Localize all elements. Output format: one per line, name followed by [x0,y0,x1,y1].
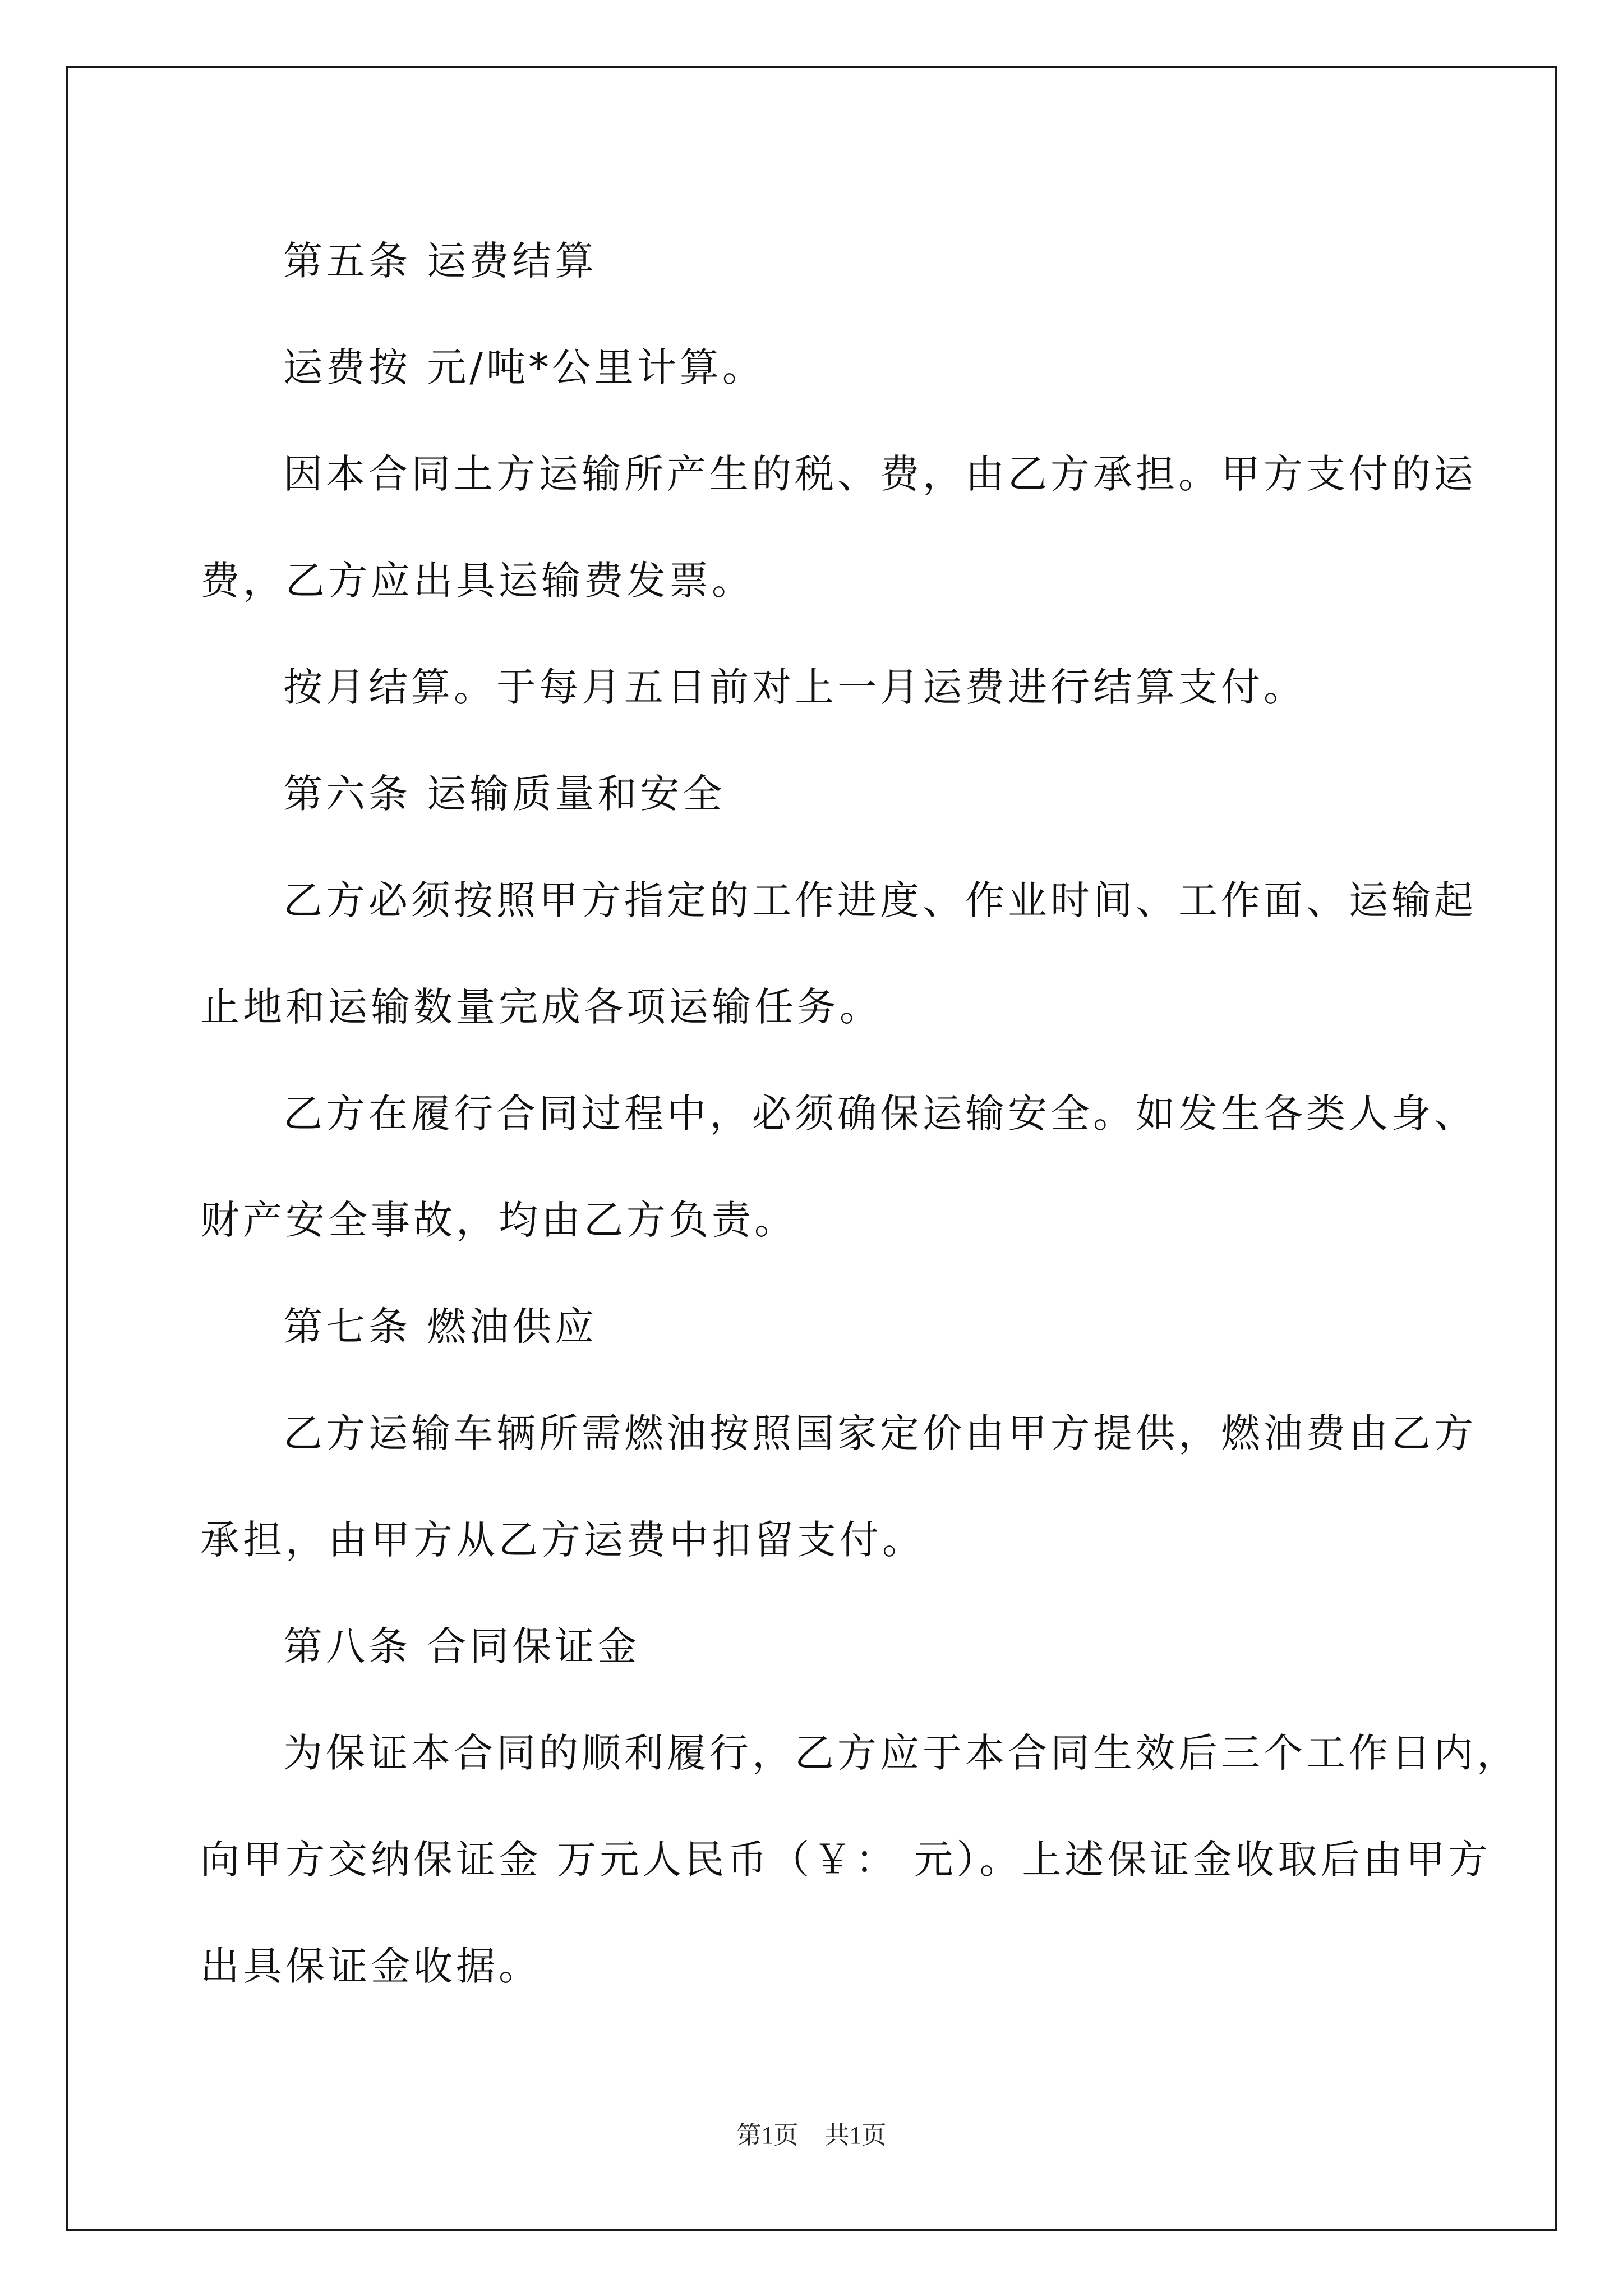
line-2: 运费按 元/吨*公里计算。 [283,344,765,390]
line-4: 费，乙方应出具运输费发票。 [200,558,754,604]
line-15: 为保证本合同的顺利履行，乙方应于本合同生效后三个工作日内， [283,1730,1519,1776]
line-1: 第五条 运费结算 [283,238,598,284]
line-13: 承担，由甲方从乙方运费中扣留支付。 [200,1517,925,1563]
line-3: 因本合同土方运输所产生的税、费，由乙方承担。甲方支付的运 [283,451,1477,497]
line-12: 乙方运输车辆所需燃油按照国家定价由甲方提供，燃油费由乙方 [283,1410,1477,1456]
line-14: 第八条 合同保证金 [283,1623,640,1669]
line-9: 乙方在履行合同过程中，必须确保运输安全。如发生各类人身、 [283,1091,1477,1137]
line-8: 止地和运输数量完成各项运输任务。 [200,984,882,1030]
page-number: 第1页 [736,2122,799,2149]
line-10: 财产安全事故，均由乙方负责。 [200,1197,797,1243]
line-17: 出具保证金收据。 [200,1943,541,1989]
line-16: 向甲方交纳保证金 万元人民币（￥： 元）。上述保证金收取后由甲方 [200,1837,1491,1883]
line-5: 按月结算。于每月五日前对上一月运费进行结算支付。 [283,664,1306,710]
page-total: 共1页 [824,2122,887,2149]
line-7: 乙方必须按照甲方指定的工作进度、作业时间、工作面、运输起 [283,877,1477,923]
document-body [200,208,1519,2019]
line-6: 第六条 运输质量和安全 [283,771,726,817]
line-11: 第七条 燃油供应 [283,1304,598,1350]
page-footer [0,2115,1623,2151]
